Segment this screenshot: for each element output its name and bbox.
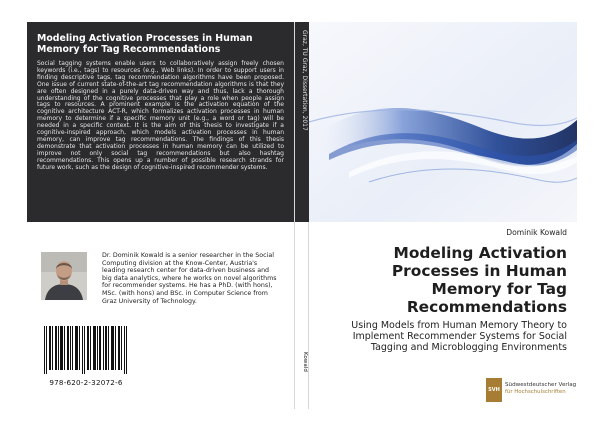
spine-text: Graz, TU Graz, Dissertation, 2017: [301, 30, 308, 131]
back-cover-panel: [27, 22, 294, 222]
author-bio: Dr. Dominik Kowald is a senior researcher in the Social Computing division at the Know-Center, Austria's leading research center for data-driven business and big data analytics, where he works on novel algorithms for recommender systems. He has a PhD. (with hons), MSc. (with hons) and BSc. in Computer Science from Graz University of Technology.: [102, 252, 277, 305]
publisher-mark-icon: SVH: [486, 378, 502, 402]
front-cover: [309, 22, 577, 409]
publisher-logo: [486, 377, 577, 403]
publisher-name: Südwestdeutscher Verlag: [505, 382, 577, 388]
spine: [294, 22, 309, 409]
front-title: Modeling Activation Processes in Human Memory for Tag Recommendations: [391, 244, 567, 316]
publisher-tagline: für Hochschulschriften: [505, 389, 566, 395]
back-cover-bottom: [27, 222, 294, 409]
author-photo: [41, 252, 87, 300]
back-cover-abstract: Social tagging systems enable users to collaboratively assign freely chosen keywords (i.e., tags) to resources (e.g., Web links). In order to support users in finding descriptive tags, tag recommendation algorithms have been proposed. One issue of current state-of-the-art tag recommendation algorithms is that they are often designed in a purely data-driven way and thus, lack a thorough understanding of the cognitive processes that play a role when people assign tags to resources. A prominent example is the activation equation of the cognitive architecture ACT-R, which formalizes activation processes in human memory to determine if a specific memory unit (e.g., a word or tag) will be needed in a specific context. It is the aim of this thesis to investigate if a cognitive-inspired approach, which models activation processes in human memory, can improve tag recommendations. The findings of this thesis demonstrate that activation processes in human memory can be utilized to improve not only social tag recommendations but also hashtag recommendations. This opens up a number of possible research strands for future work, such as the design of cognitive-inspired recommender systems.: [37, 60, 284, 171]
isbn-number: 978-620-2-32072-6: [49, 378, 123, 387]
back-cover-title: Modeling Activation Processes in Human Memory for Tag Recommendations: [37, 33, 253, 55]
author-portrait-icon: [41, 252, 87, 300]
barcode: [42, 326, 130, 374]
barcode-icon: [42, 326, 130, 374]
front-cover-image: [309, 22, 577, 222]
front-author: Dominik Kowald: [506, 228, 567, 237]
spine-dark-band: [295, 22, 310, 222]
front-subtitle: Using Models from Human Memory Theory to Implement Recommender Systems for Social Tagging and Microblogging Environments: [351, 320, 567, 354]
spine-author: Kowald: [302, 352, 308, 372]
blue-wave-icon: [309, 22, 577, 222]
